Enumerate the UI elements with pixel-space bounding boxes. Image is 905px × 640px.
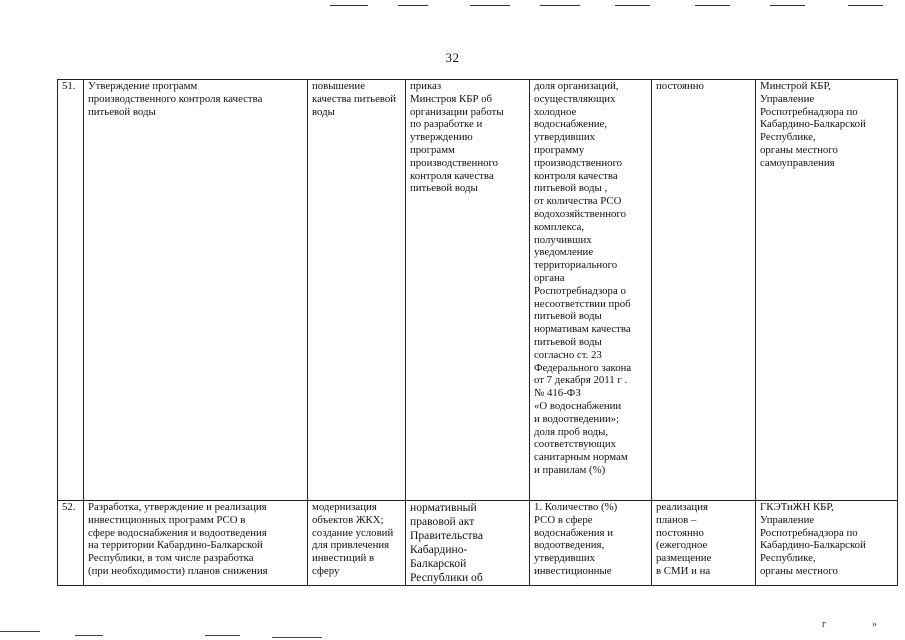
document-cell: приказ Минстроя КБР об организации работы по разработке и утверждению программ производственного контроля качества питьевой воды (406, 80, 530, 501)
measure-cell: Утверждение программ производственного контроля качества питьевой воды (84, 80, 308, 501)
footer-mark-left: г (822, 619, 827, 630)
document-cell: нормативный правовой акт Правительства Кабардино- Балкарской Республики об (406, 501, 530, 586)
table-row (58, 501, 898, 586)
top-edge-line (615, 5, 650, 6)
measures-table (57, 79, 898, 586)
goal-cell: повышение качества питьевой воды (308, 80, 406, 501)
responsible-cell: ГКЭТиЖН КБР, Управление Роспотребнадзора по Кабардино-Балкарской Республике, органы местного (756, 501, 898, 586)
top-edge-line (770, 5, 805, 6)
page-number: 32 (445, 50, 460, 65)
table-row (58, 80, 898, 501)
bottom-edge-line (0, 631, 40, 632)
indicator-cell: доля организаций, осуществляющих холодное водоснабжение, утвердивших программу производственного контроля качества питьевой воды , от количества РСО водохозяйственного комплекса, получивших уведомление территориального органа Роспотребнадзора о несоответствии проб питьевой воды нормативам качества питьевой воды согласно ст. 23 Федерального закона от 7 декабря 2011 г . № 416-ФЗ «О водоснабжении и водоотведении»; доля проб воды, соответствующих санитарным нормам и правилам (%) (530, 80, 652, 501)
footer-mark-right: » (872, 619, 877, 630)
top-edge-line (540, 5, 580, 6)
term-cell: реализация планов – постоянно (ежегодное размещение в СМИ и на (652, 501, 756, 586)
measure-cell: Разработка, утверждение и реализация инвестиционных программ РСО в сфере водоснабжения и водоотведения на территории Кабардино-Балкарской Республики, в том числе разработка (при необходимости) планов снижения (84, 501, 308, 586)
bottom-edge-line (272, 637, 322, 638)
goal-cell: модернизация объектов ЖКХ; создание условий для привлечения инвестиций в сферу (308, 501, 406, 586)
row-number: 52. (58, 501, 84, 586)
responsible-cell: Минстрой КБР, Управление Роспотребнадзора по Кабардино-Балкарской Республике, органы местного самоуправления (756, 80, 898, 501)
top-edge-line (330, 5, 368, 6)
top-edge-line (470, 5, 510, 6)
indicator-cell: 1. Количество (%) РСО в сфере водоснабжения и водоотведения, утвердивших инвестиционные (530, 501, 652, 586)
row-number: 51. (58, 80, 84, 501)
bottom-edge-line (75, 635, 103, 636)
top-edge-line (695, 5, 730, 6)
top-edge-line (398, 5, 428, 6)
top-edge-line (848, 5, 883, 6)
term-cell: постоянно (652, 80, 756, 501)
bottom-edge-line (205, 635, 240, 636)
